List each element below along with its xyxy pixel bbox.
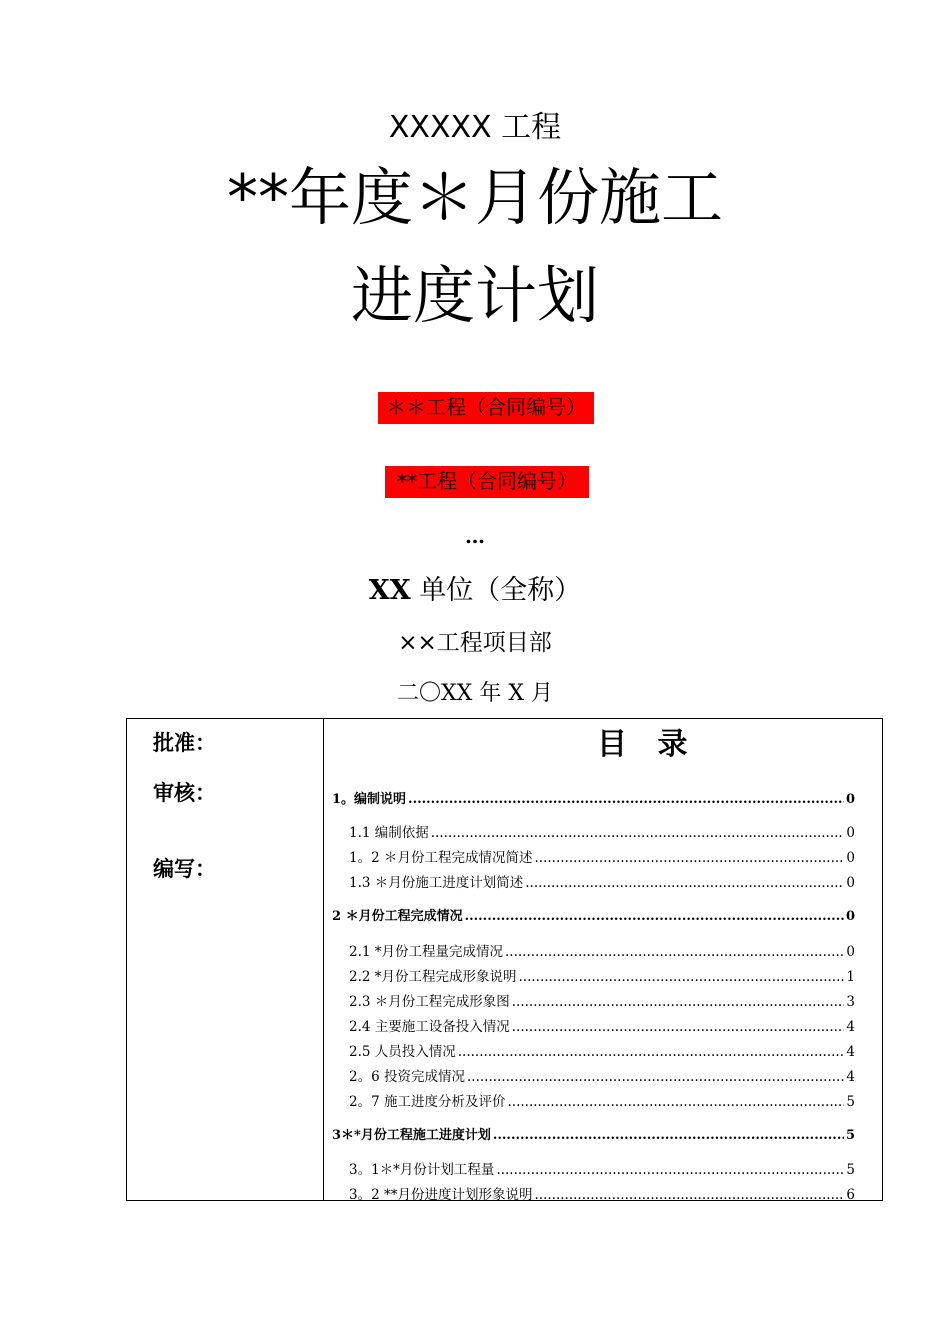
toc-entry[interactable]	[349, 871, 855, 891]
project-subtitle: XXXXX 工程	[388, 110, 562, 145]
toc-entry[interactable]	[349, 990, 855, 1010]
toc-entry[interactable]	[349, 846, 855, 866]
organization-name	[0, 568, 950, 607]
toc-entry[interactable]	[349, 965, 855, 985]
toc-entry[interactable]	[349, 1090, 855, 1110]
approve-label: 批准：	[153, 731, 216, 755]
toc-entry-text: 2.4 主要施工设备投入情况	[349, 1019, 510, 1035]
toc-entry-page: 5	[845, 1128, 855, 1143]
document-date: 二〇XX 年 X 月	[397, 681, 553, 706]
toc-leader-dots	[505, 944, 844, 960]
toc-entry-text: 2.2 *月份工程完成形象说明	[349, 969, 517, 985]
toc-leader-dots	[493, 1128, 844, 1143]
contract-highlight-2: **工程（合同编号）	[385, 466, 589, 498]
contract-highlight-1: ＊＊工程（合同编号）	[378, 392, 594, 424]
project-department: ××工程项目部	[398, 630, 552, 656]
toc-entry[interactable]	[349, 1065, 855, 1085]
title-line-2: 进度计划	[350, 259, 599, 332]
title-line-1: **年度＊月份施工	[226, 161, 723, 234]
toc-entry-page: 0	[845, 792, 855, 807]
toc-entry-page: 5	[846, 1094, 855, 1110]
toc-leader-dots	[519, 969, 845, 985]
toc-entry-page: 5	[846, 1162, 855, 1178]
toc-leader-dots	[507, 1094, 844, 1110]
toc-entry-page: 0	[845, 909, 855, 924]
toc-leader-dots	[496, 1162, 844, 1178]
toc-entry-text: 2 ＊月份工程完成情况	[332, 909, 463, 924]
toc-title: 目 录	[597, 727, 698, 762]
toc-entry[interactable]	[349, 821, 855, 841]
toc-entry-page: 0	[846, 825, 855, 841]
toc-entry-page: 0	[846, 850, 855, 866]
toc-entry[interactable]	[349, 1158, 855, 1178]
toc-entry-text: 3＊*月份工程施工进度计划	[332, 1128, 491, 1143]
table-divider	[323, 719, 324, 1200]
toc-entry-page: 4	[846, 1044, 855, 1060]
toc-leader-dots	[408, 792, 844, 807]
toc-entry-text: 3。1＊*月份计划工程量	[349, 1162, 495, 1178]
toc-leader-dots	[525, 875, 844, 891]
toc-leader-dots	[465, 909, 844, 924]
organization-abbr: XX	[368, 575, 411, 606]
toc-entry-text: 2.5 人员投入情况	[349, 1044, 456, 1060]
review-label: 审核：	[153, 781, 216, 805]
toc-entry-text: 2.3 ＊月份工程完成形象图	[349, 994, 510, 1010]
signoff-toc-table	[126, 718, 883, 1201]
toc-entry-text: 2.1 *月份工程量完成情况	[349, 944, 504, 960]
toc-entry-text: 1.3 ＊月份施工进度计划简述	[349, 875, 524, 891]
toc-entry-text: 2。6 投资完成情况	[349, 1069, 465, 1085]
toc-entry[interactable]	[349, 1040, 855, 1060]
toc-entry-page: 0	[846, 944, 855, 960]
toc-entry[interactable]	[332, 905, 855, 924]
toc-entry-text: 1。2 ＊月份工程完成情况简述	[349, 850, 533, 866]
toc-entry[interactable]	[332, 788, 855, 807]
toc-entry[interactable]	[349, 940, 855, 960]
toc-entry-text: 2。7 施工进度分析及评价	[349, 1094, 506, 1110]
toc-leader-dots	[458, 1044, 845, 1060]
author-label: 编写：	[153, 857, 216, 881]
toc-leader-dots	[534, 850, 844, 866]
toc-entry-page: 0	[846, 875, 855, 891]
toc-leader-dots	[512, 1019, 845, 1035]
toc-entry-text: 1.1 编制依据	[349, 825, 429, 841]
toc-leader-dots	[512, 994, 845, 1010]
toc-leader-dots	[467, 1069, 844, 1085]
toc-entry-page: 3	[846, 994, 855, 1010]
organization-fullname: 单位（全称）	[410, 575, 582, 606]
toc-entry-page: 4	[846, 1069, 855, 1085]
toc-entry[interactable]	[332, 1124, 855, 1143]
toc-entry-page: 4	[846, 1019, 855, 1035]
toc-entry-text: 3。2 **月份进度计划形象说明	[349, 1187, 533, 1203]
toc-leader-dots	[431, 825, 845, 841]
toc-entry[interactable]	[349, 1015, 855, 1035]
toc-entry-text: 1。编制说明	[332, 792, 407, 807]
toc-leader-dots	[534, 1187, 844, 1203]
toc-entry[interactable]	[349, 1183, 855, 1203]
toc-entry-page: 1	[846, 969, 855, 985]
ellipsis: …	[465, 524, 485, 548]
toc-entry-page: 6	[846, 1187, 855, 1203]
